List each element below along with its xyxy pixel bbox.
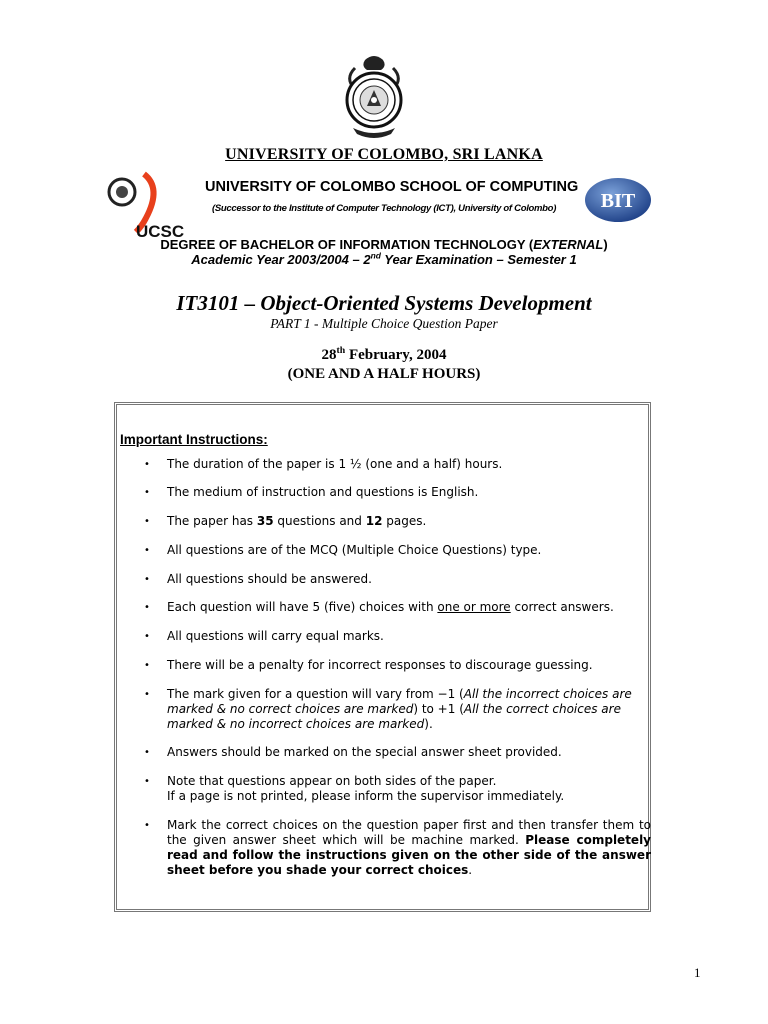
bullet: • — [144, 545, 150, 556]
school-name: UNIVERSITY OF COLOMBO SCHOOL OF COMPUTING — [205, 179, 579, 195]
instruction-item: All questions will carry equal marks. — [167, 629, 384, 643]
degree-line: DEGREE OF BACHELOR OF INFORMATION TECHNOLOGY (EXTERNAL) — [160, 237, 608, 252]
bullet: • — [144, 660, 150, 671]
academic-year-line: Academic Year 2003/2004 – 2nd Year Examination – Semester 1 — [191, 250, 577, 267]
page-number: 1 — [694, 965, 701, 980]
instruction-item: All questions are of the MCQ (Multiple Choice Questions) type. — [167, 543, 542, 557]
ucsc-logo-icon — [106, 170, 190, 244]
instruction-item: Answers should be marked on the special answer sheet provided. — [167, 745, 562, 759]
instruction-item: The paper has 35 questions and 12 pages. — [167, 514, 427, 528]
bullet: • — [144, 820, 150, 831]
instruction-item: Note that questions appear on both sides of the paper. If a page is not printed, please inform the supervisor immediately. — [167, 774, 565, 803]
svg-text:UCSC: UCSC — [136, 222, 185, 241]
instructions-heading: Important Instructions: — [120, 432, 268, 447]
instruction-item: There will be a penalty for incorrect responses to discourage guessing. — [167, 658, 593, 672]
instruction-item: All questions should be answered. — [167, 572, 372, 586]
instruction-item: The mark given for a question will vary from −1 (All the incorrect choices are marked & no correct choices are marked) to +1 (All the correct choices are marked & no incorrect choices are marked). — [167, 687, 632, 731]
course-title: IT3101 – Object-Oriented Systems Development — [176, 291, 592, 315]
bullet: • — [144, 747, 150, 758]
instruction-item: The medium of instruction and questions is English. — [167, 485, 479, 499]
bullet: • — [144, 516, 150, 527]
bullet: • — [144, 574, 150, 585]
paper-part: PART 1 - Multiple Choice Question Paper — [270, 316, 498, 331]
bullet: • — [144, 689, 150, 700]
bullet: • — [144, 631, 150, 642]
instruction-item: Each question will have 5 (five) choices with one or more correct answers. — [167, 600, 614, 614]
instructions-box — [114, 402, 651, 912]
bit-logo-icon — [584, 177, 652, 223]
bullet: • — [144, 602, 150, 613]
exam-duration: (ONE AND A HALF HOURS) — [287, 366, 481, 382]
instruction-item: Mark the correct choices on the question paper first and then transfer them to the given answer sheet which will be machine marked. Please completely read and follow the instructions given on the other side of the answer sheet before you shade your correct choices. — [167, 818, 651, 877]
instruction-item: The duration of the paper is 1 ½ (one and a half) hours. — [167, 457, 503, 471]
svg-text:BIT: BIT — [600, 190, 636, 212]
bullet: • — [144, 459, 150, 470]
successor-note: (Successor to the Institute of Computer Technology (ICT), University of Colombo) — [212, 203, 557, 214]
bullet: • — [144, 776, 150, 787]
exam-date: 28th February, 2004 — [321, 345, 447, 363]
university-name: UNIVERSITY OF COLOMBO, SRI LANKA — [225, 146, 543, 163]
university-seal-icon — [343, 54, 405, 140]
bullet: • — [144, 487, 150, 498]
